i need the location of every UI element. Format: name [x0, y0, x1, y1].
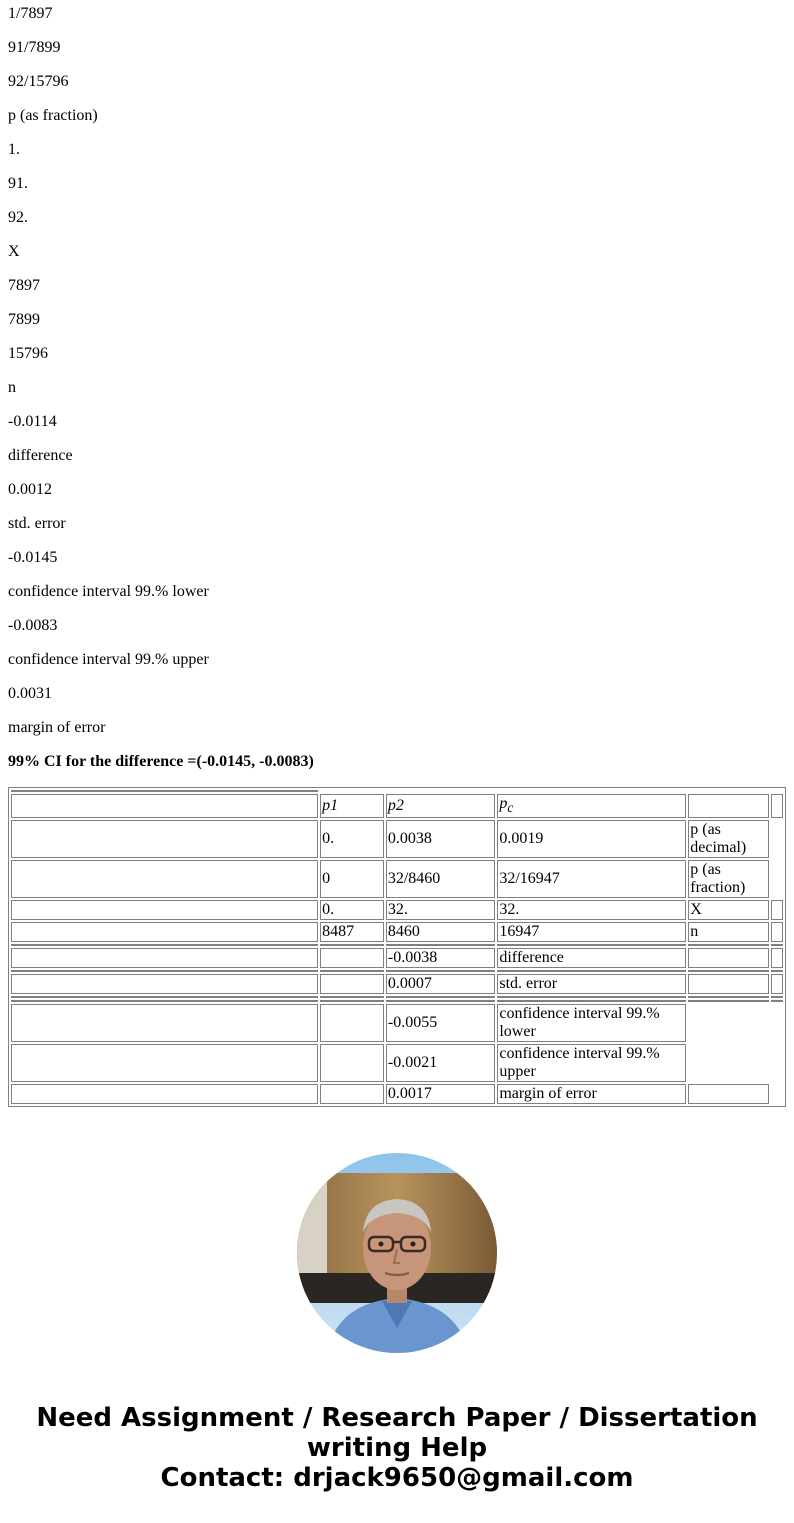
x-p1: 0. [320, 900, 384, 920]
stderr-label: std. error [497, 974, 686, 994]
lower-label: confidence interval 99.% lower [497, 1004, 686, 1042]
line-x1: 1. [8, 141, 20, 158]
moe-value: 0.0017 [386, 1084, 495, 1104]
line-lower-value: -0.0145 [8, 549, 58, 566]
line-pc-fraction: 92/15796 [8, 73, 69, 90]
table-separator [11, 790, 783, 792]
table-row [11, 922, 783, 942]
footer-contact: Contact: drjack9650@gmail.com [160, 1463, 634, 1493]
fraction-p2: 32/8460 [386, 860, 495, 898]
decimal-p2: 0.0038 [386, 820, 495, 858]
n-p2: 8460 [386, 922, 495, 942]
n-pc: 16947 [497, 922, 686, 942]
fraction-p1: 0 [320, 860, 384, 898]
person-photo-icon [297, 1153, 497, 1353]
line-x2: 91. [8, 175, 28, 192]
n-label: n [688, 922, 769, 942]
header-pc: $p_c$ [497, 794, 686, 818]
footer-line-2: writing Help [306, 1433, 488, 1463]
table-row [11, 1084, 783, 1104]
line-xc: 92. [8, 209, 28, 226]
table-row [11, 948, 783, 968]
line-upper-label: confidence interval 99.% upper [8, 651, 209, 668]
x-p2: 32. [386, 900, 495, 920]
x-label: X [688, 900, 769, 920]
line-stderr-label: std. error [8, 515, 66, 532]
line-nc: 15796 [8, 345, 48, 362]
upper-label: confidence interval 99.% upper [497, 1044, 686, 1082]
calculation-table [8, 787, 786, 1107]
line-moe-label: margin of error [8, 719, 106, 736]
n-p1: 8487 [320, 922, 384, 942]
table-row [11, 860, 783, 898]
difference-label: difference [497, 948, 686, 968]
table-row [11, 820, 783, 858]
table-row [11, 1004, 783, 1042]
stderr-value: 0.0007 [386, 974, 495, 994]
table-row [11, 1044, 783, 1082]
line-x-label: X [8, 243, 20, 260]
line-p1-fraction: 1/7897 [8, 5, 53, 22]
line-n1: 7897 [8, 277, 40, 294]
upper-value: -0.0021 [386, 1044, 495, 1082]
x-pc: 32. [497, 900, 686, 920]
decimal-label: p (as decimal) [688, 820, 769, 858]
table-header-row [11, 794, 783, 818]
footer-line-1: Need Assignment / Research Paper / Dissertation [36, 1403, 758, 1433]
calculation-lines [8, 0, 788, 782]
contact-footer [0, 1403, 794, 1493]
difference-value: -0.0038 [386, 948, 495, 968]
decimal-pc: 0.0019 [497, 820, 686, 858]
line-n-label: n [8, 379, 16, 396]
line-upper-value: -0.0083 [8, 617, 58, 634]
table-separator [11, 996, 783, 998]
fraction-label: p (as fraction) [688, 860, 769, 898]
table-separator [11, 1000, 783, 1002]
decimal-p1: 0. [320, 820, 384, 858]
moe-label: margin of error [497, 1084, 686, 1104]
line-p2-fraction: 91/7899 [8, 39, 61, 56]
table-separator [11, 944, 783, 946]
table-row [11, 900, 783, 920]
line-p-fraction-label: p (as fraction) [8, 107, 98, 124]
header-p1: p1 [320, 794, 384, 818]
line-stderr-value: 0.0012 [8, 481, 52, 498]
line-moe-value: 0.0031 [8, 685, 52, 702]
fraction-pc: 32/16947 [497, 860, 686, 898]
ci-statement: 99% CI for the difference =(-0.0145, -0.0083) [8, 753, 314, 770]
header-p2: p2 [386, 794, 495, 818]
table-row [11, 974, 783, 994]
lower-value: -0.0055 [386, 1004, 495, 1042]
line-n2: 7899 [8, 311, 40, 328]
table-separator [11, 970, 783, 972]
line-difference-value: -0.0114 [8, 413, 57, 430]
line-lower-label: confidence interval 99.% lower [8, 583, 209, 600]
line-difference-label: difference [8, 447, 73, 464]
